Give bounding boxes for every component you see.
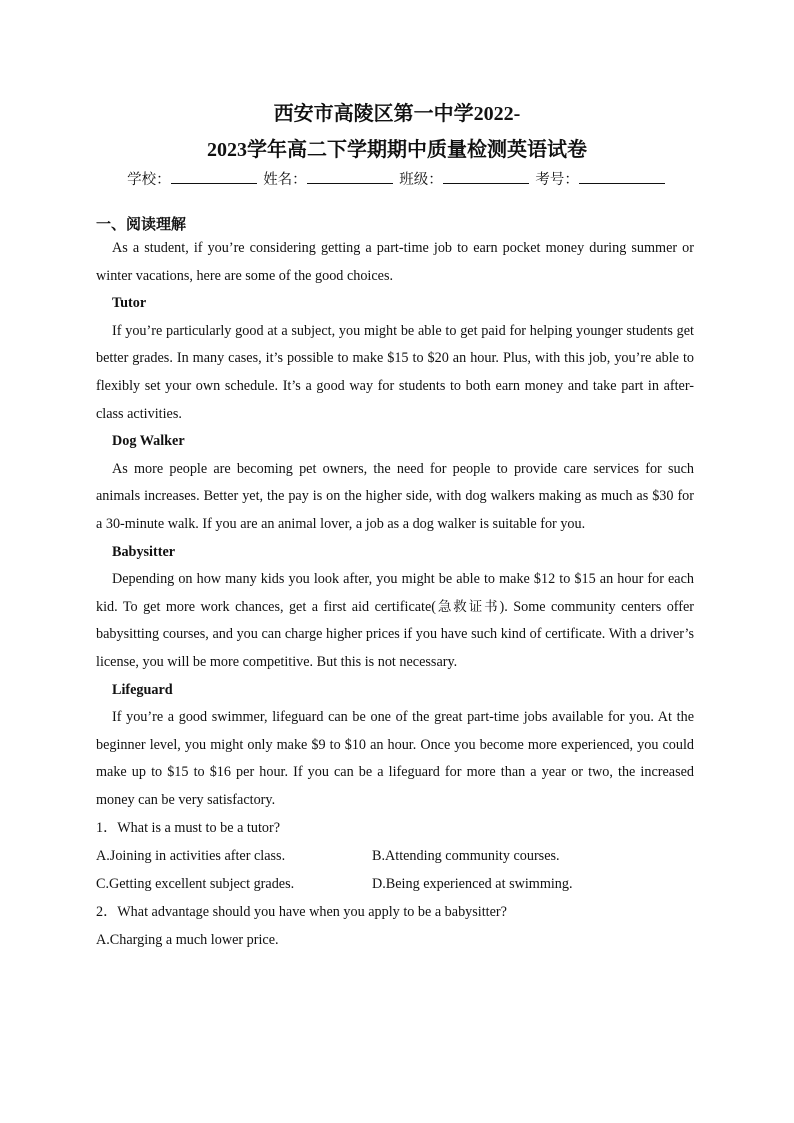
student-info-row <box>0 168 794 192</box>
school-label: 学校： <box>127 172 171 188</box>
exam-number-blank <box>579 169 665 184</box>
job-heading-tutor: Tutor <box>112 295 147 312</box>
question-1-options-row2 <box>96 870 694 898</box>
job-heading-babysitter: Babysitter <box>112 543 176 560</box>
job-text-babysitter <box>96 566 694 676</box>
exam-title-line2: 2023学年高二下学期期中质量检测英语试卷 <box>207 139 587 161</box>
question-1-option-a: A.Joining in activities after class. <box>96 848 286 865</box>
job-text-lifeguard: If you’re a good swimmer, lifeguard can be one of the great part-time jobs available for you. At the beginner level, you might only make $9 to $10 an hour. Once you become more experienced, you could make up to $15 to $16 per hour. If you can be a lifeguard for more than a year or two, the increased money can be very satisfactory. <box>96 709 694 808</box>
exam-number-label: 考号： <box>535 172 579 188</box>
babysitter-text-part2: ). Some community centers offer babysitting courses, and you can charge higher prices if you have such kind of certificate. With a driver’s license, you will be more competitive. But this is not necessary. <box>96 598 695 670</box>
babysitter-text-cn: 急救证书 <box>436 598 500 615</box>
class-label: 班级： <box>399 172 443 188</box>
passage-body <box>96 235 694 954</box>
question-2-stem: 2．What advantage should you have when you apply to be a babysitter? <box>96 904 507 921</box>
question-1-option-b: B.Attending community courses. <box>372 848 560 865</box>
job-text-tutor: If you’re particularly good at a subject, you might be able to get paid for helping younger students get better grades. In many cases, it’s possible to make $15 to $20 an hour. Plus, with this job, you’re able to flexibly set your own schedule. It’s a good way for students to both earn money and take part in after-class activities. <box>96 322 694 422</box>
school-blank <box>171 169 257 184</box>
job-heading-dog-walker: Dog Walker <box>112 433 185 450</box>
passage-intro: As a student, if you’re considering getting a part-time job to earn pocket money during summer or winter vacations, here are some of the good choices. <box>96 240 694 284</box>
name-label: 姓名： <box>263 172 307 188</box>
question-1-option-c: C.Getting excellent subject grades. <box>96 876 295 893</box>
babysitter-text-part1: Depending on how many kids you look after, you might be able to make $12 to $15 an hour for each kid. To get more work chances, get a first aid certificate( <box>96 571 694 615</box>
class-blank <box>443 169 529 184</box>
question-2-options-row1 <box>96 926 694 954</box>
question-1-stem: 1．What is a must to be a tutor? <box>96 820 281 837</box>
exam-title-line1: 西安市高陵区第一中学2022- <box>273 103 521 125</box>
question-2-option-a: A.Charging a much lower price. <box>96 932 279 949</box>
job-text-dog-walker: As more people are becoming pet owners, the need for people to provide care services for such animals increases. Better yet, the pay is on the higher side, with dog walkers making as much as $30 for a 30-minute walk. If you are an animal lover, a job as a dog walker is suitable for you. <box>96 460 694 532</box>
question-1-options-row1 <box>96 842 694 870</box>
name-blank <box>307 169 393 184</box>
question-1-option-d: D.Being experienced at swimming. <box>372 876 573 893</box>
section-title: 一、阅读理解 <box>96 215 187 233</box>
job-heading-lifeguard: Lifeguard <box>112 681 173 698</box>
